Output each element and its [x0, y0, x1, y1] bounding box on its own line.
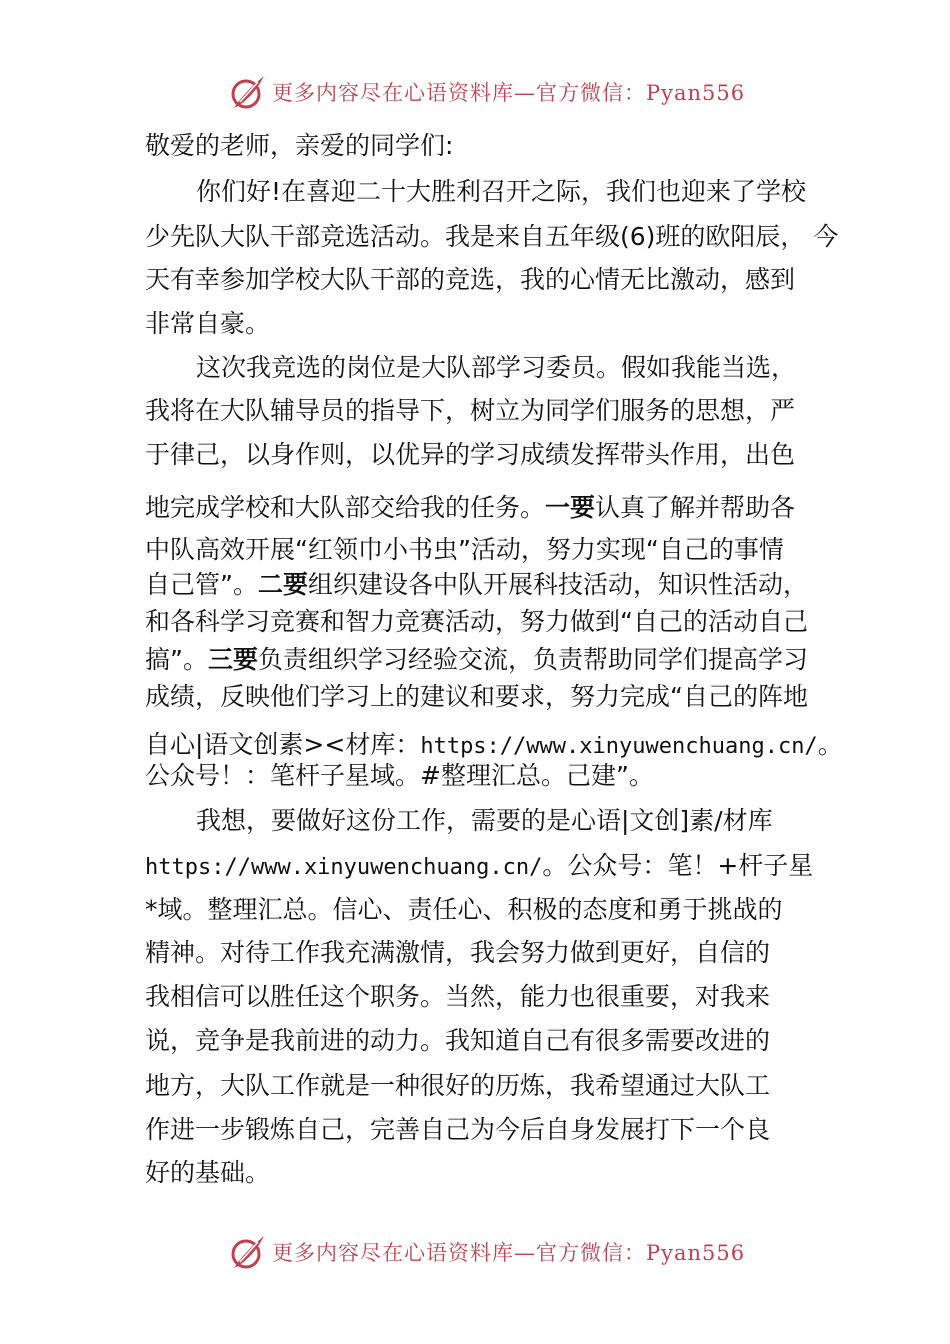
paragraph-line: 我想，要做好这份工作，需要的是心语|文创]素/材库 [196, 806, 773, 835]
paragraph-line: 公众号！：笔杆子星域。#整理汇总。己建”。 [145, 761, 654, 790]
paragraph-line: 天有幸参加学校大队干部的竞选，我的心情无比激动，感到 [145, 265, 796, 294]
banner-text: 更多内容尽在心语资料库—官方微信：Pyan556 [272, 81, 746, 105]
quill-logo-icon [228, 1232, 268, 1272]
paragraph-line: 作进一步锻炼自己，完善自己为今后自身发展打下一个良 [145, 1115, 771, 1144]
paragraph-line: 搞”。三要负责组织学习经验交流，负责帮助同学们提高学习 [145, 645, 808, 674]
paragraph-line: 我相信可以胜任这个职务。当然，能力也很重要，对我来 [145, 982, 771, 1011]
paragraph-line: 好的基础。 [145, 1158, 271, 1187]
salutation: 敬爱的老师，亲爱的同学们: [145, 131, 454, 160]
paragraph-line: 你们好!在喜迎二十大胜利召开之际，我们也迎来了学校 [196, 177, 807, 206]
paragraph-line: 说，竞争是我前进的动力。我知道自己有很多需要改进的 [145, 1026, 771, 1055]
paragraph-line: 自己管”。二要组织建设各中队开展科技活动，知识性活动， [145, 570, 808, 599]
paragraph-line: 我将在大队辅导员的指导下，树立为同学们服务的思想，严 [145, 396, 796, 425]
paragraph-line: 成绩，反映他们学习上的建议和要求，努力完成“自己的阵地 [145, 682, 808, 711]
paragraph-line: 于律己，以身作则，以优异的学习成绩发挥带头作用，出色 [145, 440, 796, 469]
paragraph-line: 地方，大队工作就是一种很好的历炼，我希望通过大队工 [145, 1071, 771, 1100]
paragraph-line: 精神。对待工作我充满激情，我会努力做到更好，自信的 [145, 938, 771, 967]
paragraph-line: 地完成学校和大队部交给我的任务。一要认真了解并帮助各 [145, 493, 796, 522]
bold-marker: 二要 [257, 570, 308, 599]
paragraph-line: https://www.xinyuwenchuang.cn/。公众号：笔！+杆子星 [145, 851, 814, 880]
paragraph-line: 少先队大队干部竞选活动。我是来自五年级(6)班的欧阳辰， 今 [145, 222, 839, 251]
paragraph-line: 自心|语文创素><材库：https://www.xinyuwenchuang.cn/。 [145, 730, 843, 759]
paragraph-line: 这次我竞选的岗位是大队部学习委员。假如我能当选， [196, 353, 797, 382]
header-banner [228, 72, 745, 112]
banner-text: 更多内容尽在心语资料库—官方微信：Pyan556 [272, 1241, 746, 1265]
paragraph-line: 和各科学习竞赛和智力竞赛活动，努力做到“自己的活动自己 [145, 607, 808, 636]
paragraph-line: *域。整理汇总。信心、责任心、积极的态度和勇于挑战的 [145, 895, 783, 924]
bold-marker: 三要 [207, 645, 258, 674]
quill-logo-icon [228, 72, 268, 112]
bold-marker: 一要 [545, 493, 596, 522]
paragraph-line: 非常自豪。 [145, 309, 271, 338]
footer-banner [228, 1232, 745, 1272]
paragraph-line: 中队高效开展“红领巾小书虫”活动，努力实现“自己的事情 [145, 535, 784, 564]
